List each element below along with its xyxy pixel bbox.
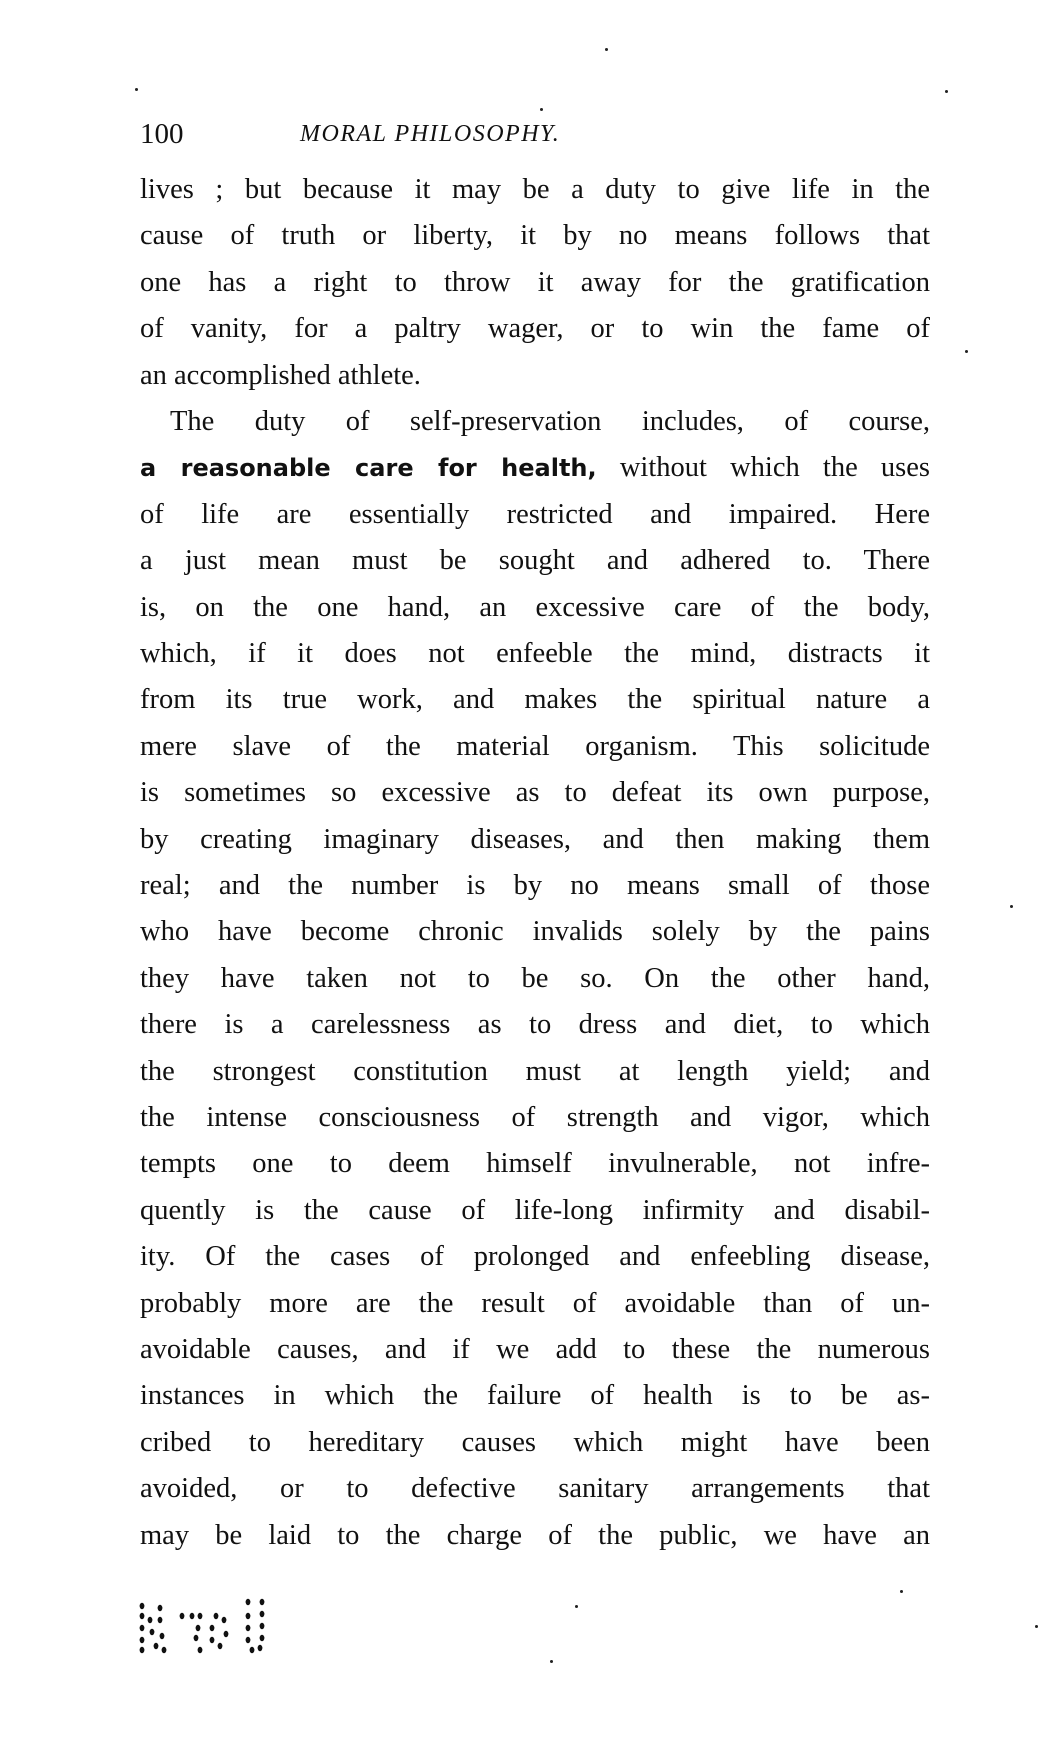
text-line: cribed to hereditary causes which might have been [140, 1426, 930, 1458]
text-line: lives ; but because it may be a duty to give life in the [140, 174, 930, 205]
text-line: the strongest constitution must at length yield; and [140, 1055, 930, 1087]
perforation-dot [180, 1613, 185, 1619]
perforation-dot [158, 1605, 163, 1611]
perforation-dot [196, 1625, 201, 1631]
perforation-dot [214, 1613, 219, 1619]
perforation-dot [218, 1643, 223, 1649]
perforation-dot [160, 1633, 165, 1639]
perforation-dot [148, 1617, 153, 1623]
page-number: 100 [140, 118, 184, 150]
running-title: MORAL PHILOSOPHY. [300, 121, 561, 147]
text-line: of vanity, for a paltry wager, or to win the fame of [140, 313, 930, 345]
text-line: may be laid to the charge of the public, we have an [140, 1519, 930, 1551]
perforation-dot [140, 1625, 145, 1631]
perforation-dot [246, 1637, 251, 1643]
perforation-dot [210, 1637, 215, 1643]
text-line: a just mean must be sought and adhered to. There [140, 545, 930, 577]
perforation-dot [150, 1629, 155, 1635]
scan-speck [540, 108, 543, 111]
text-line: there is a carelessness as to dress and diet, to which [140, 1009, 930, 1041]
scan-speck [900, 1590, 903, 1593]
text-line: tempts one to deem himself invulnerable, not infre- [140, 1148, 930, 1180]
text-line: real; and the number is by no means small of those [140, 870, 930, 901]
text-line: avoided, or to defective sanitary arrangements that [140, 1473, 930, 1505]
text-line: is sometimes so excessive as to defeat its own purpose, [140, 777, 930, 809]
text-line: instances in which the failure of health is to be as- [140, 1380, 930, 1412]
scan-speck [1010, 905, 1013, 908]
scan-speck [135, 88, 138, 91]
text-line: one has a right to throw it away for the gratification [140, 266, 930, 298]
perforation-dot [162, 1647, 167, 1653]
perforation-dot [210, 1625, 215, 1631]
text-line: they have taken not to be so. On the other hand, [140, 962, 930, 994]
perforation-dot [246, 1613, 251, 1619]
perforation-dot [260, 1611, 265, 1617]
perforated-library-stamp [138, 1598, 288, 1658]
text-line: ity. Of the cases of prolonged and enfeebling disease, [140, 1241, 930, 1273]
perforation-dot [154, 1643, 159, 1649]
perforation-dot [198, 1613, 203, 1619]
text-line: mere slave of the material organism. This solicitude [140, 730, 930, 762]
perforation-dot [140, 1647, 145, 1653]
emphasized-phrase: a reasonable care for health, [140, 454, 597, 483]
text-line: which, if it does not enfeeble the mind, distracts it [140, 638, 930, 669]
text-line: The duty of self-preservation includes, of course, [170, 406, 930, 437]
perforation-dot [258, 1645, 263, 1651]
perforation-dot [140, 1613, 145, 1619]
scan-speck [550, 1660, 553, 1663]
perforation-dot [140, 1637, 145, 1643]
text-line: who have become chronic invalids solely by the pains [140, 916, 930, 948]
text-line: cause of truth or liberty, it by no means follows that [140, 220, 930, 252]
text-line: an accomplished athlete. [140, 359, 421, 391]
scan-speck [945, 90, 948, 93]
text-line: quently is the cause of life-long infirmity and disabil- [140, 1194, 930, 1226]
perforation-dot [194, 1635, 199, 1641]
perforation-dot [222, 1617, 227, 1623]
perforation-dot [246, 1625, 251, 1631]
perforation-dot [198, 1647, 203, 1653]
text-line: from its true work, and makes the spiritual nature a [140, 684, 930, 716]
perforation-dot [260, 1599, 265, 1605]
text-line: by creating imaginary diseases, and then making them [140, 823, 930, 855]
text-line: a reasonable care for health, without which the uses [140, 452, 930, 484]
scan-speck [1035, 1625, 1038, 1628]
text-line: avoidable causes, and if we add to these the numerous [140, 1334, 930, 1365]
perforation-dot [224, 1631, 229, 1637]
text-line: probably more are the result of avoidable than of un- [140, 1287, 930, 1319]
text-line: is, on the one hand, an excessive care of the body, [140, 591, 930, 623]
scan-speck [965, 350, 968, 353]
perforation-dot [260, 1635, 265, 1641]
scan-speck [575, 1605, 578, 1608]
perforation-dot [250, 1647, 255, 1653]
perforation-dot [260, 1623, 265, 1629]
perforation-dot [246, 1599, 251, 1605]
text-line: of life are essentially restricted and impaired. Here [140, 498, 930, 530]
perforation-dot [158, 1617, 163, 1623]
perforation-dot [140, 1603, 145, 1609]
text-line: the intense consciousness of strength and vigor, which [140, 1102, 930, 1133]
perforation-dot [190, 1613, 195, 1619]
scan-speck [605, 48, 608, 51]
